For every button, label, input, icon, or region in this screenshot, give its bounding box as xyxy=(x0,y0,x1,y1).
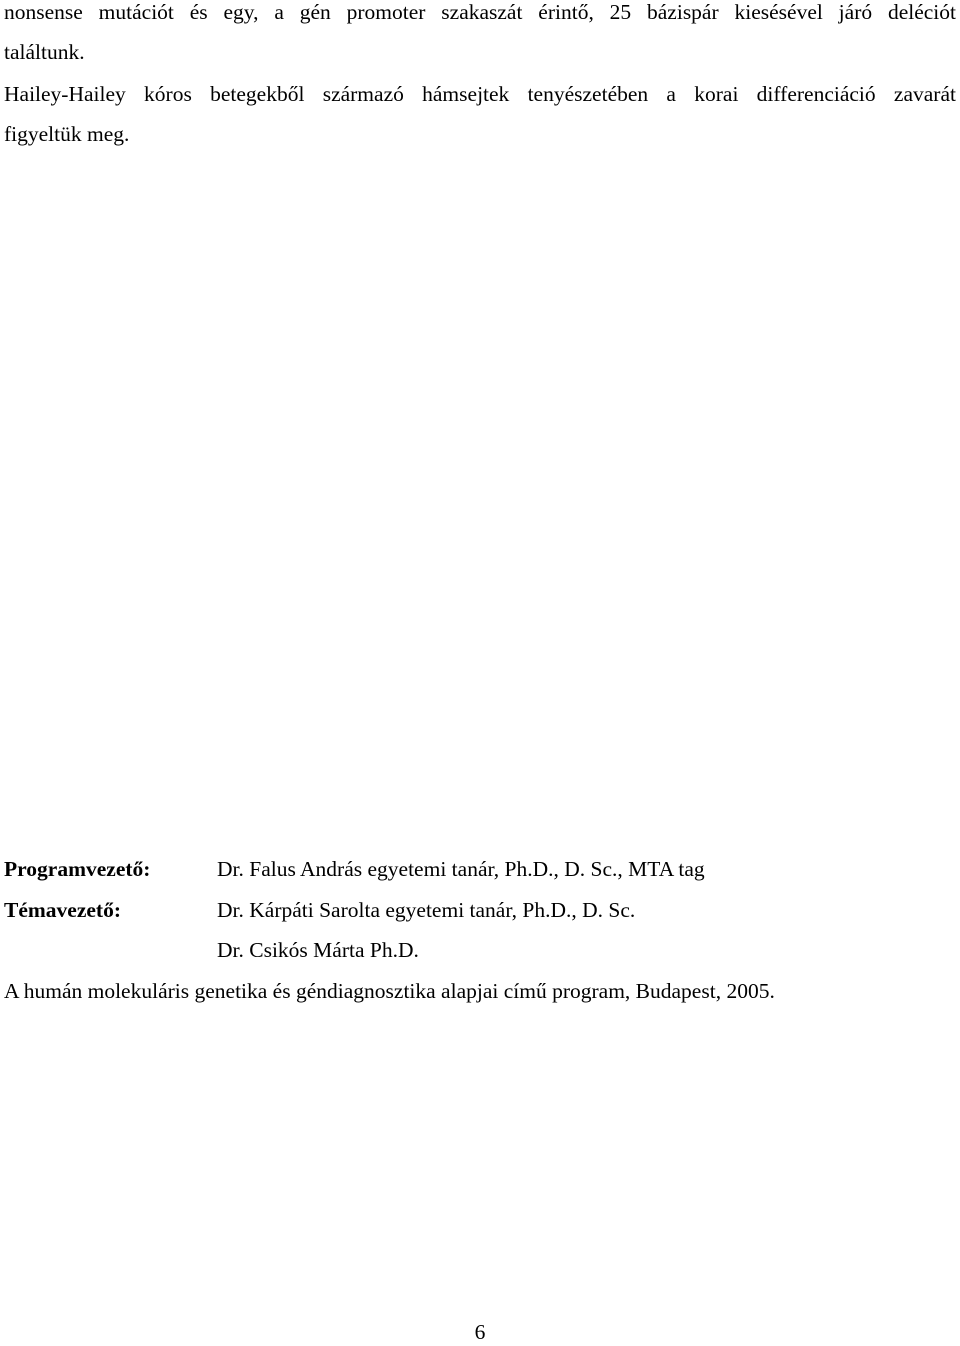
program-leader-label: Programvezető: xyxy=(4,857,151,881)
body-text-line: Hailey-Hailey kóros betegekből származó hámsejtek tenyészetében a korai differenciáció zavarát xyxy=(4,82,956,106)
supervisor-value: Dr. Kárpáti Sarolta egyetemi tanár, Ph.D., D. Sc. xyxy=(217,898,636,922)
body-text-line: figyeltük meg. xyxy=(4,122,130,146)
program-leader-value: Dr. Falus András egyetemi tanár, Ph.D., D. Sc., MTA tag xyxy=(217,857,705,881)
supervisor-label: Témavezető: xyxy=(4,898,121,922)
supervisor-value: Dr. Csikós Márta Ph.D. xyxy=(217,938,419,962)
body-text-line: nonsense mutációt és egy, a gén promoter szakaszát érintő, 25 bázispár kiesésével járó deléciót xyxy=(4,0,956,24)
body-text-line: találtunk. xyxy=(4,40,85,64)
program-line: A humán molekuláris genetika és géndiagnosztika alapjai című program, Budapest, 2005. xyxy=(4,979,775,1003)
page-number: 6 xyxy=(474,1320,486,1344)
